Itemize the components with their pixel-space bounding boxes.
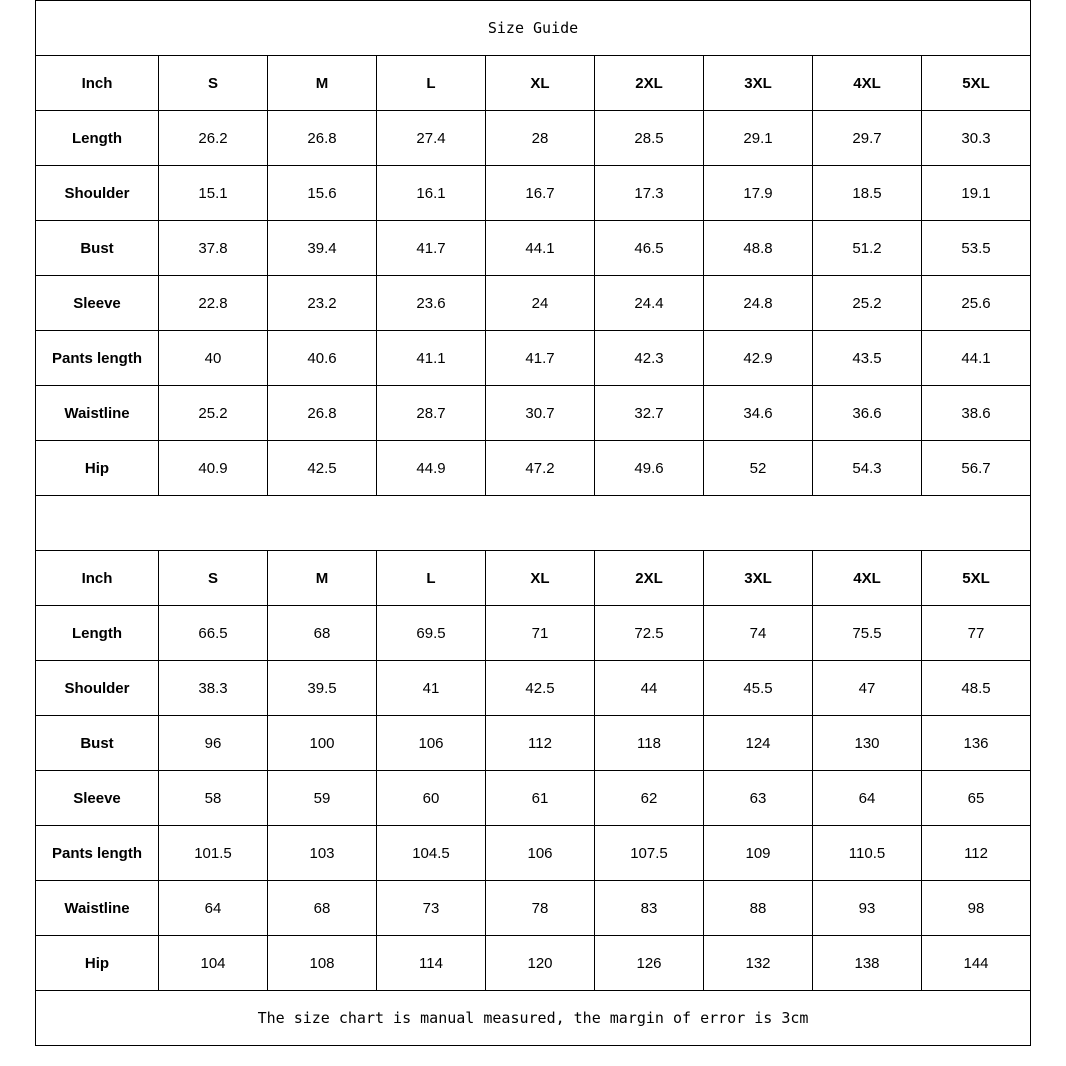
measurement-value: 41 <box>377 661 486 716</box>
measurement-value: 40 <box>159 331 268 386</box>
measurement-value: 23.2 <box>268 276 377 331</box>
measurement-value: 18.5 <box>813 166 922 221</box>
size-guide-body <box>36 1 1031 1046</box>
note-row <box>36 991 1031 1046</box>
measurement-value: 22.8 <box>159 276 268 331</box>
measurement-value: 25.2 <box>813 276 922 331</box>
measurement-label: Hip <box>36 936 159 991</box>
size-header: XL <box>486 56 595 111</box>
measurement-value: 37.8 <box>159 221 268 276</box>
measurement-value: 54.3 <box>813 441 922 496</box>
measurement-value: 41.7 <box>486 331 595 386</box>
measurement-value: 17.3 <box>595 166 704 221</box>
table-row <box>36 111 1031 166</box>
size-header: 5XL <box>922 56 1031 111</box>
measurement-value: 40.9 <box>159 441 268 496</box>
measurement-value: 28.7 <box>377 386 486 441</box>
measurement-value: 23.6 <box>377 276 486 331</box>
measurement-label: Length <box>36 606 159 661</box>
measurement-value: 41.1 <box>377 331 486 386</box>
measurement-value: 130 <box>813 716 922 771</box>
size-header: XL <box>486 551 595 606</box>
table-row <box>36 771 1031 826</box>
measurement-value: 93 <box>813 881 922 936</box>
size-header: S <box>159 551 268 606</box>
table-row <box>36 716 1031 771</box>
size-header: M <box>268 551 377 606</box>
measurement-value: 40.6 <box>268 331 377 386</box>
size-header: 3XL <box>704 551 813 606</box>
measurement-value: 30.7 <box>486 386 595 441</box>
measurement-value: 112 <box>922 826 1031 881</box>
header-row <box>36 56 1031 111</box>
measurement-value: 47.2 <box>486 441 595 496</box>
measurement-value: 25.2 <box>159 386 268 441</box>
measurement-value: 46.5 <box>595 221 704 276</box>
measurement-value: 53.5 <box>922 221 1031 276</box>
measurement-value: 118 <box>595 716 704 771</box>
measurement-value: 68 <box>268 881 377 936</box>
measurement-value: 27.4 <box>377 111 486 166</box>
measurement-value: 64 <box>159 881 268 936</box>
measurement-value: 132 <box>704 936 813 991</box>
measurement-label: Pants length <box>36 826 159 881</box>
measurement-value: 106 <box>377 716 486 771</box>
measurement-value: 43.5 <box>813 331 922 386</box>
measurement-value: 104.5 <box>377 826 486 881</box>
measurement-value: 106 <box>486 826 595 881</box>
measurement-value: 71 <box>486 606 595 661</box>
measurement-value: 109 <box>704 826 813 881</box>
measurement-label: Shoulder <box>36 661 159 716</box>
table-row <box>36 936 1031 991</box>
table-row <box>36 386 1031 441</box>
table-row <box>36 441 1031 496</box>
table-row <box>36 881 1031 936</box>
measurement-value: 110.5 <box>813 826 922 881</box>
measurement-label: Hip <box>36 441 159 496</box>
measurement-value: 44 <box>595 661 704 716</box>
measurement-value: 126 <box>595 936 704 991</box>
measurement-value: 26.8 <box>268 111 377 166</box>
measurement-value: 88 <box>704 881 813 936</box>
header-row <box>36 551 1031 606</box>
measurement-value: 138 <box>813 936 922 991</box>
measurement-value: 136 <box>922 716 1031 771</box>
measurement-value: 32.7 <box>595 386 704 441</box>
size-header: 3XL <box>704 56 813 111</box>
measurement-label: Sleeve <box>36 276 159 331</box>
size-header: 4XL <box>813 551 922 606</box>
measurement-value: 72.5 <box>595 606 704 661</box>
table-row <box>36 661 1031 716</box>
measurement-value: 16.7 <box>486 166 595 221</box>
table-row <box>36 606 1031 661</box>
size-guide-title: Size Guide <box>36 1 1031 56</box>
measurement-value: 24.8 <box>704 276 813 331</box>
size-header: L <box>377 551 486 606</box>
measurement-value: 108 <box>268 936 377 991</box>
measurement-value: 60 <box>377 771 486 826</box>
measurement-value: 38.6 <box>922 386 1031 441</box>
measurement-value: 59 <box>268 771 377 826</box>
size-header: M <box>268 56 377 111</box>
measurement-value: 44.9 <box>377 441 486 496</box>
measurement-value: 16.1 <box>377 166 486 221</box>
measurement-value: 44.1 <box>486 221 595 276</box>
measurement-value: 62 <box>595 771 704 826</box>
measurement-label: Sleeve <box>36 771 159 826</box>
unit-header: Inch <box>36 551 159 606</box>
spacer-row <box>36 496 1031 551</box>
unit-header: Inch <box>36 56 159 111</box>
measurement-value: 42.5 <box>486 661 595 716</box>
measurement-value: 104 <box>159 936 268 991</box>
measurement-note: The size chart is manual measured, the margin of error is 3cm <box>36 991 1031 1046</box>
measurement-value: 107.5 <box>595 826 704 881</box>
measurement-value: 98 <box>922 881 1031 936</box>
measurement-value: 77 <box>922 606 1031 661</box>
measurement-value: 112 <box>486 716 595 771</box>
measurement-value: 144 <box>922 936 1031 991</box>
table-row <box>36 826 1031 881</box>
measurement-label: Shoulder <box>36 166 159 221</box>
measurement-value: 28 <box>486 111 595 166</box>
measurement-value: 48.5 <box>922 661 1031 716</box>
measurement-value: 24.4 <box>595 276 704 331</box>
size-header: 2XL <box>595 56 704 111</box>
measurement-value: 15.6 <box>268 166 377 221</box>
measurement-value: 56.7 <box>922 441 1031 496</box>
measurement-value: 25.6 <box>922 276 1031 331</box>
measurement-value: 65 <box>922 771 1031 826</box>
size-guide-sheet <box>35 0 1031 1046</box>
measurement-value: 68 <box>268 606 377 661</box>
measurement-value: 24 <box>486 276 595 331</box>
measurement-value: 19.1 <box>922 166 1031 221</box>
measurement-value: 36.6 <box>813 386 922 441</box>
measurement-label: Bust <box>36 716 159 771</box>
measurement-value: 44.1 <box>922 331 1031 386</box>
table-row <box>36 276 1031 331</box>
measurement-value: 52 <box>704 441 813 496</box>
measurement-value: 100 <box>268 716 377 771</box>
measurement-value: 74 <box>704 606 813 661</box>
size-guide-table <box>35 0 1031 1046</box>
size-header: 5XL <box>922 551 1031 606</box>
measurement-label: Waistline <box>36 881 159 936</box>
measurement-value: 42.5 <box>268 441 377 496</box>
measurement-value: 17.9 <box>704 166 813 221</box>
measurement-value: 29.1 <box>704 111 813 166</box>
measurement-value: 96 <box>159 716 268 771</box>
measurement-value: 48.8 <box>704 221 813 276</box>
measurement-value: 61 <box>486 771 595 826</box>
measurement-label: Pants length <box>36 331 159 386</box>
measurement-label: Bust <box>36 221 159 276</box>
measurement-value: 78 <box>486 881 595 936</box>
measurement-value: 124 <box>704 716 813 771</box>
measurement-value: 69.5 <box>377 606 486 661</box>
measurement-value: 47 <box>813 661 922 716</box>
measurement-value: 51.2 <box>813 221 922 276</box>
table-row <box>36 331 1031 386</box>
measurement-value: 66.5 <box>159 606 268 661</box>
table-row <box>36 166 1031 221</box>
measurement-value: 42.9 <box>704 331 813 386</box>
measurement-value: 42.3 <box>595 331 704 386</box>
measurement-value: 39.4 <box>268 221 377 276</box>
spacer-cell <box>36 496 1031 551</box>
measurement-value: 83 <box>595 881 704 936</box>
measurement-value: 58 <box>159 771 268 826</box>
measurement-value: 64 <box>813 771 922 826</box>
measurement-label: Length <box>36 111 159 166</box>
measurement-value: 15.1 <box>159 166 268 221</box>
measurement-value: 45.5 <box>704 661 813 716</box>
measurement-value: 34.6 <box>704 386 813 441</box>
measurement-label: Waistline <box>36 386 159 441</box>
measurement-value: 28.5 <box>595 111 704 166</box>
measurement-value: 49.6 <box>595 441 704 496</box>
size-header: L <box>377 56 486 111</box>
measurement-value: 101.5 <box>159 826 268 881</box>
measurement-value: 26.8 <box>268 386 377 441</box>
measurement-value: 103 <box>268 826 377 881</box>
size-header: 2XL <box>595 551 704 606</box>
size-header: S <box>159 56 268 111</box>
title-row <box>36 1 1031 56</box>
measurement-value: 120 <box>486 936 595 991</box>
measurement-value: 75.5 <box>813 606 922 661</box>
measurement-value: 63 <box>704 771 813 826</box>
measurement-value: 39.5 <box>268 661 377 716</box>
measurement-value: 73 <box>377 881 486 936</box>
measurement-value: 30.3 <box>922 111 1031 166</box>
measurement-value: 26.2 <box>159 111 268 166</box>
measurement-value: 29.7 <box>813 111 922 166</box>
measurement-value: 38.3 <box>159 661 268 716</box>
measurement-value: 41.7 <box>377 221 486 276</box>
measurement-value: 114 <box>377 936 486 991</box>
size-header: 4XL <box>813 56 922 111</box>
table-row <box>36 221 1031 276</box>
